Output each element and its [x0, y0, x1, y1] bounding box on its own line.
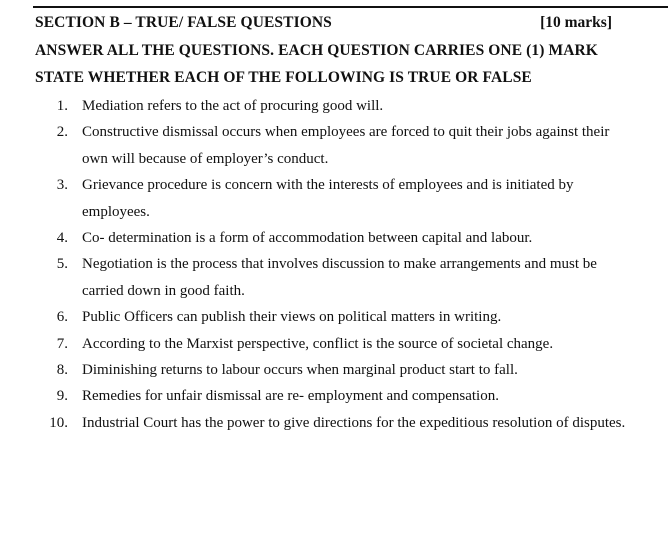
question-number: 9.: [56, 388, 68, 405]
question-text: Public Officers can publish their views on political matters in writing.: [82, 309, 502, 326]
question-number: 3.: [56, 177, 68, 194]
question-text: Grievance procedure is concern with the interests of employees and is initiated by employees.: [82, 177, 574, 220]
top-divider: [33, 6, 668, 8]
question-number: 7.: [56, 335, 68, 352]
question-item-3: [0, 172, 668, 225]
question-text: Industrial Court has the power to give directions for the expeditious resolution of disputes.: [82, 414, 626, 431]
question-text: Remedies for unfair dismissal are re- employment and compensation.: [82, 388, 499, 405]
marks-label: [10 marks]: [540, 14, 612, 31]
question-item-9: [0, 383, 668, 409]
question-text: Co- determination is a form of accommodation between capital and labour.: [82, 230, 533, 247]
question-list: [0, 93, 668, 436]
question-item-5: [0, 251, 668, 304]
question-item-7: [0, 331, 668, 357]
instruction-answer-all: ANSWER ALL THE QUESTIONS. EACH QUESTION CARRIES ONE (1) MARK: [35, 42, 598, 59]
question-item-2: [0, 119, 668, 172]
question-number: 1.: [56, 98, 68, 114]
question-text: Negotiation is the process that involves discussion to make arrangements and must be carried down in good faith.: [82, 256, 597, 299]
question-number: 4.: [56, 230, 68, 247]
question-number: 6.: [56, 309, 68, 326]
question-number: 10.: [49, 414, 68, 431]
question-number: 5.: [56, 256, 68, 273]
question-item-4: [0, 225, 668, 251]
section-title: SECTION B – TRUE/ FALSE QUESTIONS: [35, 14, 332, 31]
question-item-6: [0, 304, 668, 330]
question-text: Diminishing returns to labour occurs when marginal product start to fall.: [82, 362, 518, 379]
question-number: 2.: [56, 124, 68, 141]
question-item-8: [0, 357, 668, 383]
instruction-true-false: STATE WHETHER EACH OF THE FOLLOWING IS TRUE OR FALSE: [35, 69, 532, 86]
question-item-10: [0, 410, 668, 436]
question-text: Constructive dismissal occurs when employees are forced to quit their jobs against their own will because of employer’s conduct.: [82, 124, 610, 167]
question-item-1: [0, 93, 668, 119]
question-text: According to the Marxist perspective, conflict is the source of societal change.: [82, 335, 554, 352]
question-number: 8.: [56, 362, 68, 379]
question-text: Mediation refers to the act of procuring good will.: [82, 98, 384, 114]
